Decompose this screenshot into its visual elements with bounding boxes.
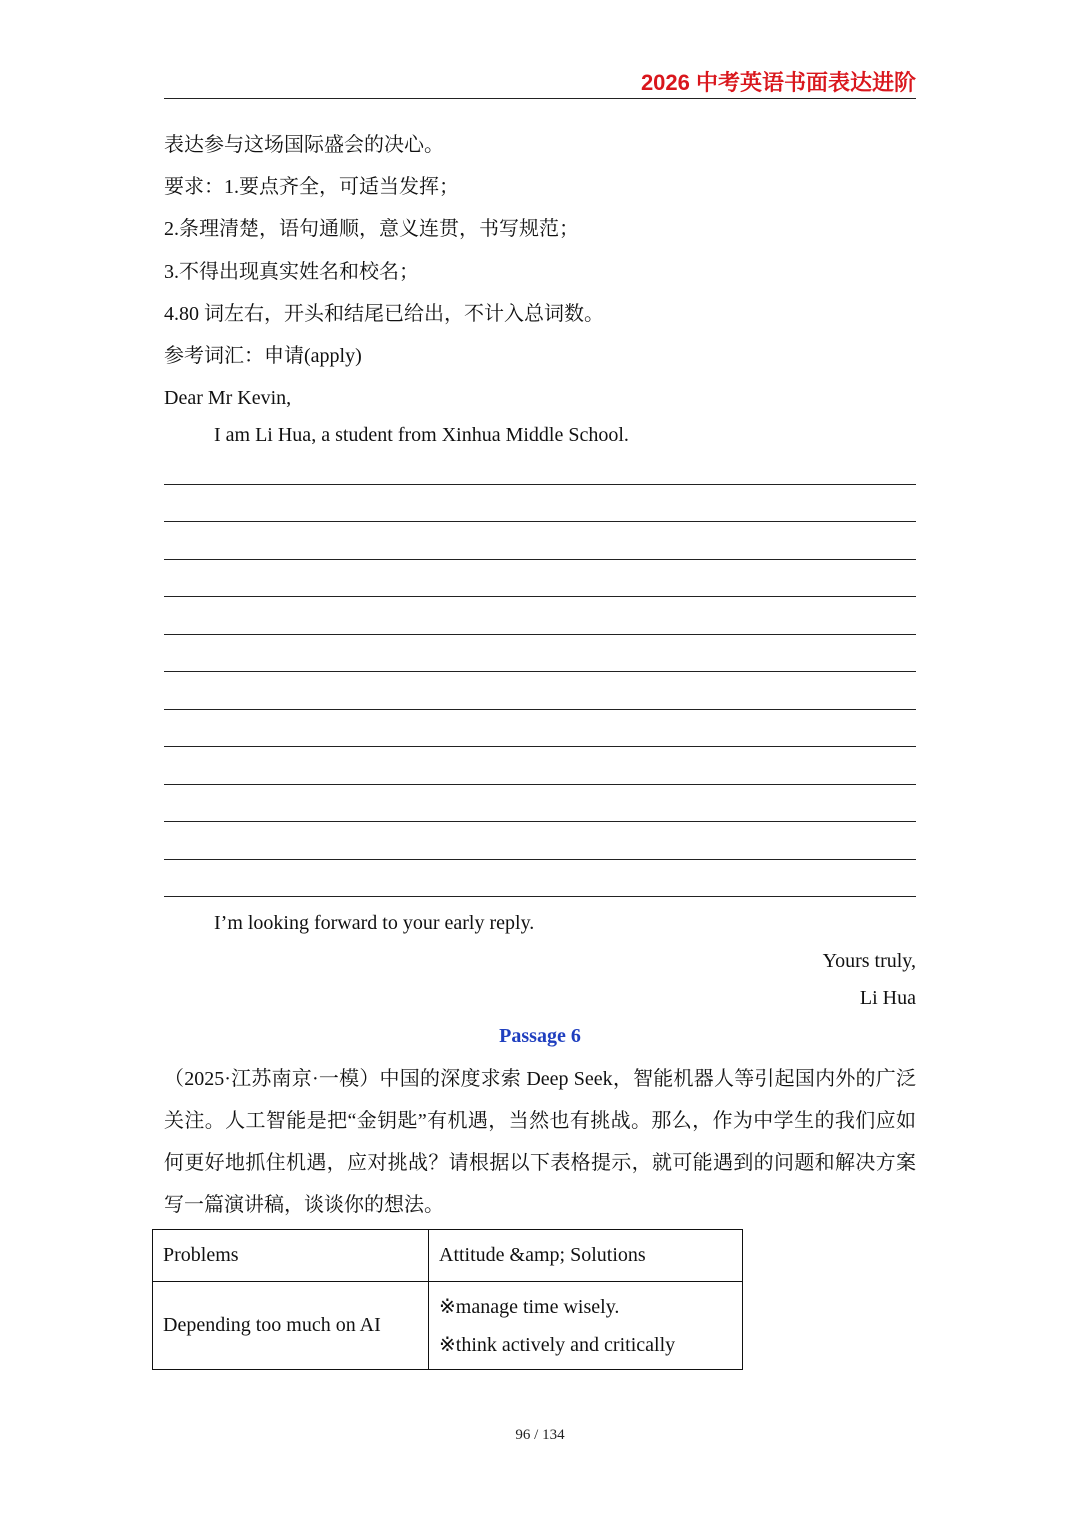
table-row: [153, 1282, 743, 1370]
writing-line: [164, 634, 916, 635]
table-header-cell: Attitude &amp; Solutions: [429, 1230, 743, 1282]
letter-signoff: Yours truly,: [822, 950, 916, 972]
letter-salutation: Dear Mr Kevin,: [164, 387, 292, 409]
requirement-line: 3.不得出现真实姓名和校名；: [164, 261, 419, 283]
writing-line: [164, 859, 916, 860]
solutions-cell: [429, 1282, 743, 1370]
header-divider: [164, 98, 916, 99]
requirement-line: 要求：1.要点齐全，可适当发挥；: [164, 176, 459, 198]
passage-title: Passage 6: [499, 1025, 581, 1047]
requirement-line: 参考词汇：申请(apply): [164, 345, 362, 367]
problem-cell: Depending too much on AI: [153, 1282, 429, 1370]
page-number: 96 / 134: [515, 1427, 565, 1443]
letter-opening: I am Li Hua, a student from Xinhua Middle School.: [214, 424, 629, 446]
writing-line: [164, 521, 916, 522]
requirement-line: 4.80 词左右，开头和结尾已给出，不计入总词数。: [164, 303, 604, 325]
writing-line: [164, 671, 916, 672]
letter-closing: I’m looking forward to your early reply.: [214, 912, 535, 934]
writing-line: [164, 596, 916, 597]
requirement-line: 2.条理清楚，语句通顺，意义连贯，书写规范；: [164, 218, 579, 240]
writing-line: [164, 784, 916, 785]
table-header-cell: Problems: [153, 1230, 429, 1282]
solution-item: ※think actively and critically: [439, 1333, 676, 1356]
solution-item: ※manage time wisely.: [439, 1295, 620, 1318]
writing-line: [164, 821, 916, 822]
writing-line: [164, 896, 916, 897]
writing-line: [164, 559, 916, 560]
requirement-line: 表达参与这场国际盛会的决心。: [164, 134, 444, 156]
writing-line: [164, 746, 916, 747]
writing-line: [164, 709, 916, 710]
header-title: 2026 中考英语书面表达进阶: [640, 70, 916, 95]
hints-table: [152, 1229, 743, 1370]
letter-signature: Li Hua: [859, 987, 916, 1009]
passage-prompt: （2025·江苏南京·一模）中国的深度求索 Deep Seek，智能机器人等引起国内外的广泛关注。人工智能是把“金钥匙”有机遇，当然也有挑战。那么，作为中学生的我们应如何更好地抓住机遇，应对挑战？请根据以下表格提示，就可能遇到的问题和解决方案写一篇演讲稿，谈谈你的想法。: [164, 1068, 916, 1216]
writing-line: [164, 484, 916, 485]
table-header-row: [153, 1230, 743, 1282]
